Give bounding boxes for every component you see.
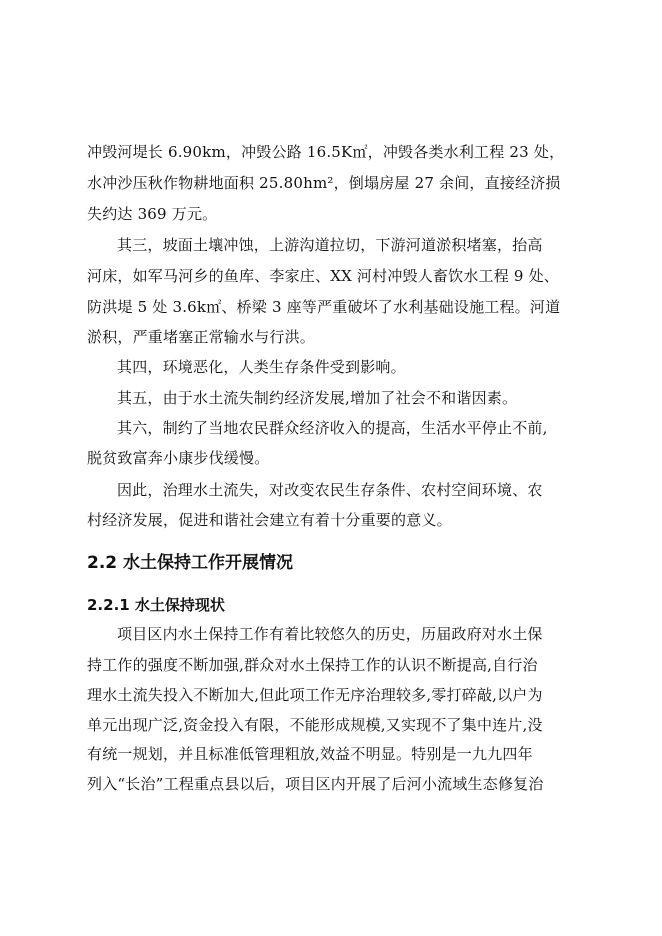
paragraph-line: 单元出现广泛,资金投入有限，不能形成规模,又实现不了集中连片,没	[87, 716, 543, 734]
paragraph-line: 其六，制约了当地农民群众经济收入的提高，生活水平停止不前,	[117, 419, 548, 437]
subsection-heading: 2.2.1 水土保持现状	[87, 596, 225, 614]
paragraph-line: 有统一规划，并且标准低管理粗放,效益不明显。特别是一九九四年	[87, 745, 533, 763]
section-heading: 2.2 水土保持工作开展情况	[87, 553, 294, 573]
paragraph-line: 淤积，严重堵塞正常输水与行洪。	[87, 328, 316, 346]
paragraph-line: 河床，如军马河乡的鱼库、李家庄、XX 河村冲毁人畜饮水工程 9 处、	[87, 267, 560, 285]
paragraph-line: 失约达 369 万元。	[87, 205, 218, 223]
paragraph-line: 村经济发展，促进和谐社会建立有着十分重要的意义。	[87, 511, 452, 529]
paragraph-line: 因此，治理水土流失，对改变农民生存条件、农村空间环境、农	[117, 481, 543, 499]
paragraph-line: 持工作的强度不断加强,群众对水土保持工作的认识不断提高,自行治	[87, 656, 538, 674]
paragraph-line: 项目区内水土保持工作有着比较悠久的历史，历届政府对水土保	[117, 625, 543, 643]
paragraph-line: 冲毁河堤长 6.90km，冲毁公路 16.5K㎡，冲毁各类水利工程 23 处，	[87, 143, 565, 161]
paragraph-line: 其五，由于水土流失制约经济发展,增加了社会不和谐因素。	[117, 389, 518, 407]
paragraph-line: 脱贫致富奔小康步伐缓慢。	[87, 449, 270, 467]
paragraph-line: 其四，环境恶化，人类生存条件受到影响。	[117, 358, 406, 376]
paragraph-line: 防洪堤 5 处 3.6k㎡、桥梁 3 座等严重破坏了水利基础设施工程。河道	[87, 298, 561, 316]
paragraph-line: 列入“长治”工程重点县以后，项目区内开展了后河小流域生态修复治	[87, 775, 544, 793]
paragraph-line: 水冲沙压秋作物耕地面积 25.80hm²，倒塌房屋 27 余间，直接经济损	[87, 174, 561, 192]
paragraph-line: 其三，坡面土壤冲蚀，上游沟道拉切，下游河道淤积堵塞，抬高	[117, 236, 543, 254]
paragraph-line: 理水土流失投入不断加大,但此项工作无序治理较多,零打碎敲,以户为	[87, 686, 543, 704]
